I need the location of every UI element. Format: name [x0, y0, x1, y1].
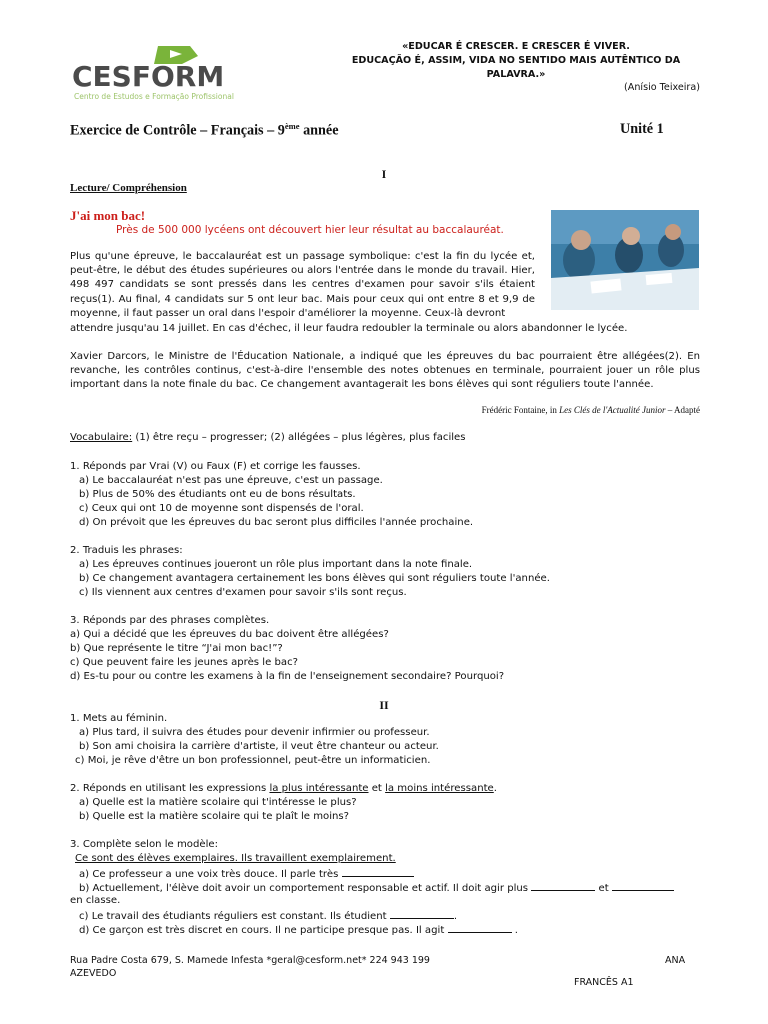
question-title: 1. Mets au féminin. [70, 713, 168, 724]
question-item: c) Ceux qui ont 10 de moyenne sont dispensés de l'oral. [79, 503, 364, 514]
question-item: a) Qui a décidé que les épreuves du bac doivent être allégées? [70, 629, 389, 640]
cesform-logo [70, 44, 316, 102]
logo-tagline: Centro de Estudos e Formação Profissional [74, 92, 234, 101]
answer-blank[interactable] [448, 923, 512, 933]
article-paragraph-2: Xavier Darcors, le Ministre de l'Éducation Nationale, a indiqué que les épreuves du bac pourraient être allégées(2). En revanche, les contrôles continus, c'est-à-dire l'ensemble des notes obtenues en terminale, pourraient jouer un rôle plus important dans la note finale du bac. Ce changement avantagerait les bons élèves qui sont réguliers toute l'année. [70, 351, 700, 391]
answer-blank[interactable] [390, 909, 454, 919]
footer-author-first: ANA [665, 955, 686, 966]
question-item: b) Plus de 50% des étudiants ont eu de bons résultats. [79, 489, 356, 500]
question-item: b) Son ami choisira la carrière d'artiste, il veut être chanteur ou acteur. [79, 741, 439, 752]
article-paragraph-1: Plus qu'une épreuve, le baccalauréat est un passage symbolique: c'est la fin du lycée et, peut-être, le début des études supérieures ou alors l'entrée dans le monde du travail. Hier, 498 497 candidats se sont pressés dans les centres d'examen pour savoir s'ils étaient reçus(1). Au final, 4 candidats sur 5 ont leur bac. Mais pour ceux qui ont entre 8 et 9,9 de moyenne, il faut passer un oral dans l'espoir d'améliorer la moyenne. Ceux-là devront [70, 251, 535, 319]
question-title: 2. Traduis les phrases: [70, 545, 183, 556]
footer-address: Rua Padre Costa 679, S. Mamede Infesta *geral@cesform.net* 224 943 199 [70, 955, 430, 966]
question-item: d) Es-tu pour ou contre les examens à la fin de l'enseignement secondaire? Pourquoi? [70, 671, 505, 682]
article-paragraph-1-end: attendre jusqu'au 14 juillet. En cas d'échec, il leur faudra redoubler la terminale ou alors abandonner le lycée. [70, 323, 628, 334]
section-number-2: II [379, 698, 389, 712]
section-number-1: I [381, 167, 387, 181]
question-title: 1. Réponds par Vrai (V) ou Faux (F) et corrige les fausses. [70, 461, 361, 472]
header-quote [330, 40, 702, 82]
logo-graphic [70, 44, 316, 102]
question-item-continued: en classe. [70, 895, 121, 906]
question-item: b) Actuellement, l'élève doit avoir un comportement responsable et actif. Il doit agir plus et [79, 881, 674, 894]
question-item: c) Le travail des étudiants réguliers est constant. Ils étudient . [79, 911, 458, 922]
quote-author: (Anísio Teixeira) [624, 82, 700, 93]
question-title: 3. Réponds par des phrases complètes. [70, 615, 270, 626]
question-item: a) Quelle est la matière scolaire qui t'intéresse le plus? [79, 797, 357, 808]
question-item: c) Que peuvent faire les jeunes après le bac? [70, 657, 298, 668]
question-item: a) Les épreuves continues joueront un rôle plus important dans la note finale. [79, 559, 473, 570]
question-item: c) Moi, je rêve d'être un bon professionnel, peut-être un informaticien. [75, 755, 431, 766]
answer-blank[interactable] [612, 881, 674, 891]
question-item: a) Plus tard, il suivra des études pour devenir infirmier ou professeur. [79, 727, 430, 738]
footer-author-last: AZEVEDO [70, 968, 117, 979]
section-heading: Lecture/ Compréhension [70, 182, 187, 194]
answer-blank[interactable] [342, 867, 414, 877]
model-sentence: Ce sont des élèves exemplaires. Ils travaillent exemplairement. [75, 853, 396, 864]
answer-blank[interactable] [531, 881, 595, 891]
unit-label: Unité 1 [620, 121, 664, 137]
question-item: b) Quelle est la matière scolaire qui te plaît le moins? [79, 811, 350, 822]
question-item: b) Ce changement avantagera certainement les bons élèves qui sont réguliers toute l'année. [79, 573, 550, 584]
question-item: b) Que représente le titre “J'ai mon bac!”? [70, 643, 283, 654]
article-source: Frédéric Fontaine, in Les Clés de l'Actualité Junior – Adapté [481, 405, 700, 415]
question-title: 2. Réponds en utilisant les expressions la plus intéressante et la moins intéressante. [70, 783, 497, 794]
question-item: a) Le baccalauréat n'est pas une épreuve, c'est un passage. [79, 475, 383, 486]
quote-line-1: «EDUCAR É CRESCER. E CRESCER É VIVER. [402, 41, 630, 52]
logo-name: CESFORM [72, 60, 225, 93]
question-item: a) Ce professeur a une voix très douce. Il parle très [79, 867, 414, 880]
question-title: 3. Complète selon le modèle: [70, 839, 219, 850]
students-exam-photo [551, 210, 699, 310]
vocabulary-line: Vocabulaire: (1) être reçu – progresser; (2) allégées – plus légères, plus faciles [70, 432, 466, 443]
article-subtitle: Près de 500 000 lycéens ont découvert hier leur résultat au baccalauréat. [116, 224, 504, 236]
footer-course: FRANCÊS A1 [574, 977, 634, 988]
quote-line-2: EDUCAÇÃO É, ASSIM, VIDA NO SENTIDO MAIS AUTÊNTICO DA [351, 55, 681, 66]
exam-title: Exercice de Contrôle – Français – 9ème année [70, 121, 339, 139]
article-title: J'ai mon bac! [70, 208, 146, 223]
question-item: d) Ce garçon est très discret en cours. Il ne participe presque pas. Il agit . [79, 925, 518, 936]
question-item: d) On prévoit que les épreuves du bac seront plus difficiles l'année prochaine. [79, 517, 474, 528]
question-item: c) Ils viennent aux centres d'examen pour savoir s'ils sont reçus. [79, 587, 407, 598]
quote-line-3: PALAVRA.» [486, 69, 546, 80]
